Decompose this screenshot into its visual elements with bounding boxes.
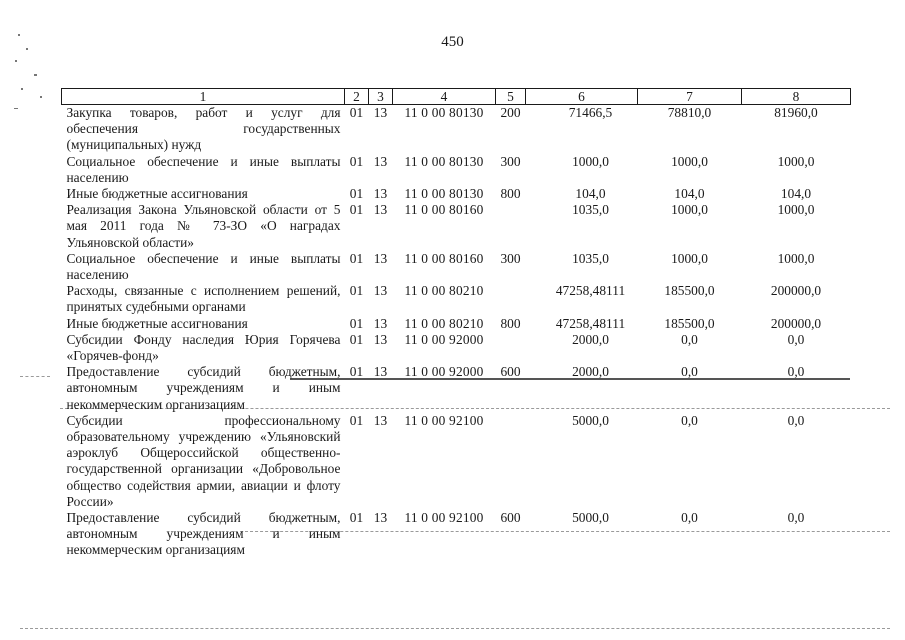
cell-target-article: 11 0 00 92000 xyxy=(404,364,484,380)
cell-expense-type: 300 xyxy=(500,153,521,169)
cell-amount-col7: 1000,0 xyxy=(671,153,708,169)
cell-target-article: 11 0 00 80160 xyxy=(404,202,484,218)
cell-section: 01 xyxy=(349,105,364,120)
row-name: Реализация Закона Ульяновской области от 5 мая 2011 года № 73-ЗО «О наградах Ульяновской области» xyxy=(66,202,341,250)
cell-subsection: 13 xyxy=(373,186,388,202)
table-row xyxy=(62,510,851,559)
cell-amount-col6: 47258,48111 xyxy=(555,283,626,299)
cell-subsection: 13 xyxy=(373,412,388,428)
column-header: 5 xyxy=(496,89,526,105)
scan-line-artifact xyxy=(20,628,890,630)
cell-amount-col6: 5000,0 xyxy=(572,510,609,526)
cell-amount-col7: 78810,0 xyxy=(667,105,712,120)
scan-specks xyxy=(12,30,52,120)
cell-subsection: 13 xyxy=(373,202,388,218)
cell-subsection: 13 xyxy=(373,283,388,299)
cell-amount-col7: 185500,0 xyxy=(664,283,715,299)
cell-amount-col6: 1035,0 xyxy=(572,250,609,266)
cell-amount-col7: 0,0 xyxy=(681,510,698,526)
cell-subsection: 13 xyxy=(373,315,388,331)
table-row xyxy=(62,251,851,283)
column-header: 4 xyxy=(393,89,496,105)
table-row xyxy=(62,332,851,364)
row-name: Предоставление субсидий бюджетным, автономным учреждениям и иным некоммерческим организациям xyxy=(66,510,341,558)
table-row xyxy=(62,413,851,510)
cell-amount-col8: 1000,0 xyxy=(777,153,815,169)
cell-expense-type: 300 xyxy=(500,250,521,266)
cell-expense-type xyxy=(496,202,526,251)
cell-section: 01 xyxy=(349,510,364,526)
cell-target-article: 11 0 00 80210 xyxy=(404,315,484,331)
cell-section: 01 xyxy=(349,412,364,428)
table-row xyxy=(62,154,851,186)
table-row xyxy=(62,186,851,202)
row-name: Иные бюджетные ассигнования xyxy=(66,315,248,331)
cell-subsection: 13 xyxy=(373,331,388,347)
cell-amount-col8: 200000,0 xyxy=(770,315,822,331)
cell-amount-col6: 2000,0 xyxy=(572,364,609,380)
row-name: Расходы, связанные с исполнением решений, принятых судебными органами xyxy=(66,283,341,315)
cell-expense-type: 600 xyxy=(500,510,521,526)
cell-amount-col8: 1000,0 xyxy=(777,250,815,266)
cell-amount-col7: 1000,0 xyxy=(671,250,708,266)
cell-subsection: 13 xyxy=(373,364,388,380)
column-header: 1 xyxy=(62,89,345,105)
cell-target-article: 11 0 00 80130 xyxy=(404,153,484,169)
column-header: 7 xyxy=(638,89,742,105)
row-name: Социальное обеспечение и иные выплаты населению xyxy=(66,250,341,283)
table-row xyxy=(62,364,851,413)
cell-amount-col8: 0,0 xyxy=(787,331,805,347)
table-row xyxy=(62,202,851,251)
cell-amount-col6: 1000,0 xyxy=(572,153,609,169)
cell-amount-col7: 1000,0 xyxy=(671,202,708,218)
row-name: Закупка товаров, работ и услуг для обеспечения государственных (муниципальных) нужд xyxy=(66,105,341,153)
cell-amount-col8: 104,0 xyxy=(780,186,812,202)
cell-amount-col6: 2000,0 xyxy=(572,331,609,347)
cell-amount-col6: 5000,0 xyxy=(572,412,609,428)
column-header: 8 xyxy=(742,89,851,105)
cell-amount-col6: 1035,0 xyxy=(572,202,609,218)
cell-expense-type: 800 xyxy=(500,315,521,331)
cell-expense-type: 200 xyxy=(500,105,521,120)
budget-table xyxy=(61,88,851,559)
cell-amount-col6: 47258,48111 xyxy=(555,315,626,331)
cell-amount-col7: 0,0 xyxy=(681,331,698,347)
cell-amount-col7: 0,0 xyxy=(681,364,698,380)
cell-target-article: 11 0 00 80130 xyxy=(404,105,484,120)
cell-subsection: 13 xyxy=(373,105,388,120)
cell-amount-col6: 71466,5 xyxy=(568,105,613,120)
cell-section: 01 xyxy=(349,315,364,331)
cell-amount-col6: 104,0 xyxy=(575,186,606,202)
cell-section: 01 xyxy=(349,153,364,169)
cell-expense-type: 800 xyxy=(500,186,521,202)
column-header: 2 xyxy=(345,89,369,105)
scan-line-artifact xyxy=(20,376,50,378)
cell-subsection: 13 xyxy=(373,510,388,526)
row-name: Субсидии Фонду наследия Юрия Горячева «Горячев-фонд» xyxy=(66,331,341,364)
row-name: Субсидии профессиональному образовательному учреждению «Ульяновский аэроклуб Общероссийской общественно-государственной организации «Добровольное общество содействия армии, авиации и флоту России» xyxy=(66,412,341,509)
cell-target-article: 11 0 00 92100 xyxy=(404,412,484,428)
cell-amount-col8: 81960,0 xyxy=(774,105,818,120)
cell-target-article: 11 0 00 80210 xyxy=(404,283,484,299)
cell-expense-type xyxy=(496,283,526,315)
cell-expense-type xyxy=(496,332,526,364)
cell-amount-col8: 0,0 xyxy=(787,364,805,380)
cell-expense-type: 600 xyxy=(500,364,521,380)
cell-section: 01 xyxy=(349,331,364,347)
table-body xyxy=(62,105,851,559)
cell-section: 01 xyxy=(349,202,364,218)
cell-section: 01 xyxy=(349,186,364,202)
table-row xyxy=(62,316,851,332)
column-header: 3 xyxy=(369,89,393,105)
cell-section: 01 xyxy=(349,283,364,299)
cell-target-article: 11 0 00 92000 xyxy=(404,331,484,347)
table-header-row xyxy=(62,89,851,105)
page-number: 450 xyxy=(441,34,464,50)
cell-amount-col8: 0,0 xyxy=(787,510,805,526)
cell-amount-col7: 0,0 xyxy=(681,412,698,428)
cell-subsection: 13 xyxy=(373,250,388,266)
cell-amount-col7: 104,0 xyxy=(674,186,705,202)
cell-expense-type xyxy=(496,413,526,510)
cell-section: 01 xyxy=(349,364,364,380)
row-name: Иные бюджетные ассигнования xyxy=(66,186,248,202)
cell-amount-col8: 200000,0 xyxy=(770,283,822,299)
cell-subsection: 13 xyxy=(373,153,388,169)
cell-target-article: 11 0 00 92100 xyxy=(404,510,484,526)
cell-target-article: 11 0 00 80160 xyxy=(404,250,484,266)
table-row xyxy=(62,105,851,154)
cell-section: 01 xyxy=(349,250,364,266)
column-header: 6 xyxy=(526,89,638,105)
row-name: Социальное обеспечение и иные выплаты населению xyxy=(66,153,341,185)
row-name: Предоставление субсидий бюджетным, автономным учреждениям и иным некоммерческим организациям xyxy=(66,364,341,412)
cell-amount-col8: 0,0 xyxy=(787,412,805,428)
table-row xyxy=(62,283,851,315)
cell-amount-col7: 185500,0 xyxy=(664,315,715,331)
cell-target-article: 11 0 00 80130 xyxy=(404,186,484,202)
cell-amount-col8: 1000,0 xyxy=(777,202,815,218)
